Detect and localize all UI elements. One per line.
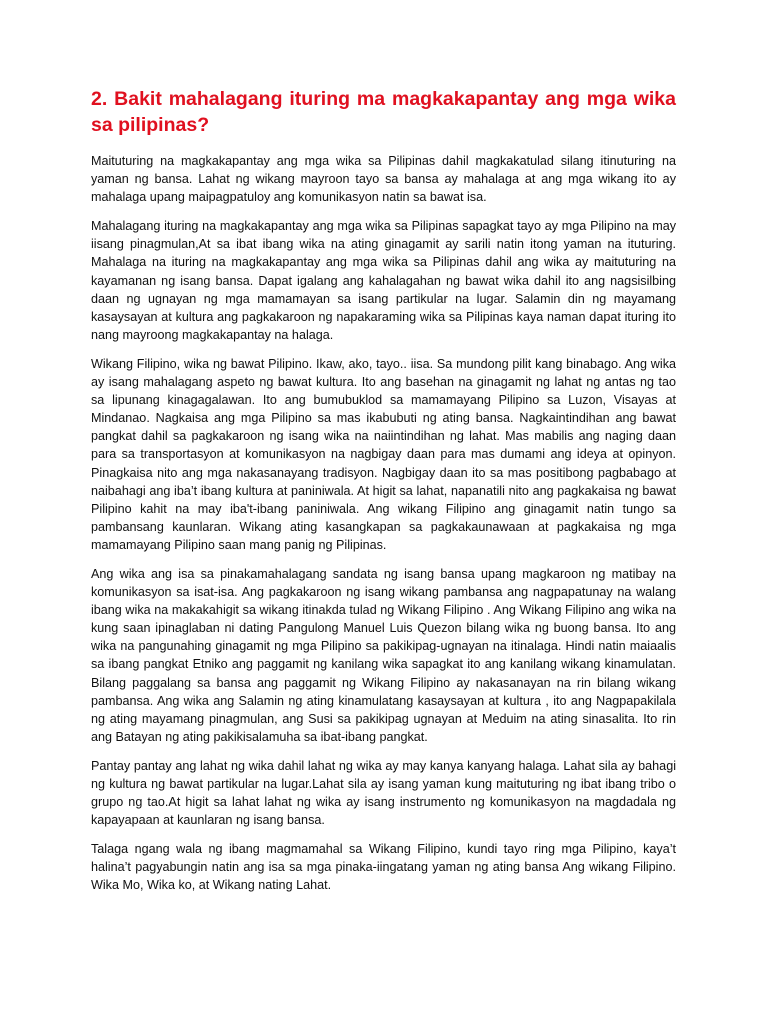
paragraph-4: Ang wika ang isa sa pinakamahalagang sandata ng isang bansa upang magkaroon ng matibay na komunikasyon sa isat-isa. Ang pagkakaroon ng isang wikang pambansa ang nagpapatunay na walang ibang wika na makakahigit sa wikang itinakda tulad ng Wikang Filipino . Ang Wikang Filipino ang wika na kung saan ipinaglaban ni dating Pangulong Manuel Luis Quezon bilang wika ng buong bansa. Ito ang wika na pangunahing ginagamit ng mga Pilipino sa pakikipag-ugnayan na itinalaga. Hindi natin maiaalis sa ibang pangkat Etniko ang paggamit ng kanilang wika sapagkat ito ang kanilang wikang kinamulatan. Bilang paggalang sa bansa ang paggamit ng Wikang Filipino ay nakasanayan na rin bilang wikang pambansa. Ang wika ang Salamin ng ating kinamulatang kasaysayan at kultura , ito ang Nagpapakilala ng ating mayamang pinagmulan, ang Susi sa pakikipag ugnayan at Meduim na ating sinasalita. Ito rin ang Batayan ng ating pakikisalamuha sa ibat-ibang pangkat. bbox=[91, 566, 676, 744]
paragraph-5: Pantay pantay ang lahat ng wika dahil lahat ng wika ay may kanya kanyang halaga. Lahat sila ay bahagi ng kultura ng bawat partikular na lugar.Lahat sila ay isang yaman kung maituturing ng ibat ibang tribo o grupo ng tao.At higit sa lahat lahat ng wika ay isang instrumento ng komunikasyon na magdadala ng kapayapaan at kaunlaran ng isang bansa. bbox=[91, 758, 676, 828]
paragraph-2: Mahalagang ituring na magkakapantay ang mga wika sa Pilipinas sapagkat tayo ay mga Pilipino na may iisang pinagmulan,At sa ibat ibang wika na ating ginagamit ay sarili natin itong yaman na ituturing. Mahalaga na ituring na magkakapantay ang mga wika sa Pilipinas dahil ang wika ay maituturing na kayamanan ng isang bansa. Dapat igalang ang kahalagahan ng bawat wika dahil ito ang nagsisilbing daan ng ugnayan ng mga mamamayan sa isang partikular na lugar. Salamin din ng mayamang kasaysayan at kultura ang pagkakaroon ng napakaraming wika sa Pilipinas kaya naman dapat ituring ito nang mayroong magkakapantay na halaga. bbox=[91, 219, 676, 342]
paragraph-3: Wikang Filipino, wika ng bawat Pilipino. Ikaw, ako, tayo.. iisa. Sa mundong pilit kang binabago. Ang wika ay isang mahalagang aspeto ng bawat kultura. Ito ang basehan na ginagamit ng lahat ng antas ng tao sa lipunang kinagagalawan. Ito ang bumubuklod sa mamamayang Pilipino sa Luzon, Visayas at Mindanao. Nagkaisa ang mga Pilipino sa mas ikabubuti ng ating bansa. Nagkaintindihan ang bawat pangkat dahil sa pagkakaroon ng isang wika na naiintindihan ng lahat. Mas mabilis ang naging daan para sa transportasyon at komunikasyon na nagbigay daan para mas dumami ang ideya at opinyon. Pinagkaisa nito ang mga nakasanayang tradisyon. Nagbigay daan ito sa mas positibong pagbabago at naibahagi ang iba’t ibang kultura at paniniwala. At higit sa lahat, napanatili nito ang pagkakaisa ng bawat Pilipino kahit na may iba't-ibang paniniwala. Ang wikang Filipino ang ginagamit natin tungo sa pambansang kaunlaran. Wikang ating kasangkapan sa pagkakaunawaan at pagkakaisa ng mga mamamayang Pilipino saan mang panig ng Pilipinas. bbox=[91, 356, 676, 552]
paragraph-6: Talaga ngang wala ng ibang magmamahal sa Wikang Filipino, kundi tayo ring mga Pilipino, kaya’t halina’t pagyabungin natin ang isa sa mga pinaka-iingatang yaman ng ating bansa Ang wikang Filipino. Wika Mo, Wika ko, at Wikang nating Lahat. bbox=[91, 842, 676, 893]
question-heading: 2. Bakit mahalagang ituring ma magkakapantay ang mga wika sa pilipinas? bbox=[91, 88, 676, 136]
paragraph-1: Maituturing na magkakapantay ang mga wika sa Pilipinas dahil magkakatulad silang itinuturing na yaman ng bansa. Lahat ng wikang mayroon tayo sa bansa ay mahalaga at ang mga wikang ito ay mahalaga upang maipagpatuloy ang komunikasyon natin sa bawat isa. bbox=[91, 154, 676, 205]
document-page bbox=[91, 86, 676, 906]
